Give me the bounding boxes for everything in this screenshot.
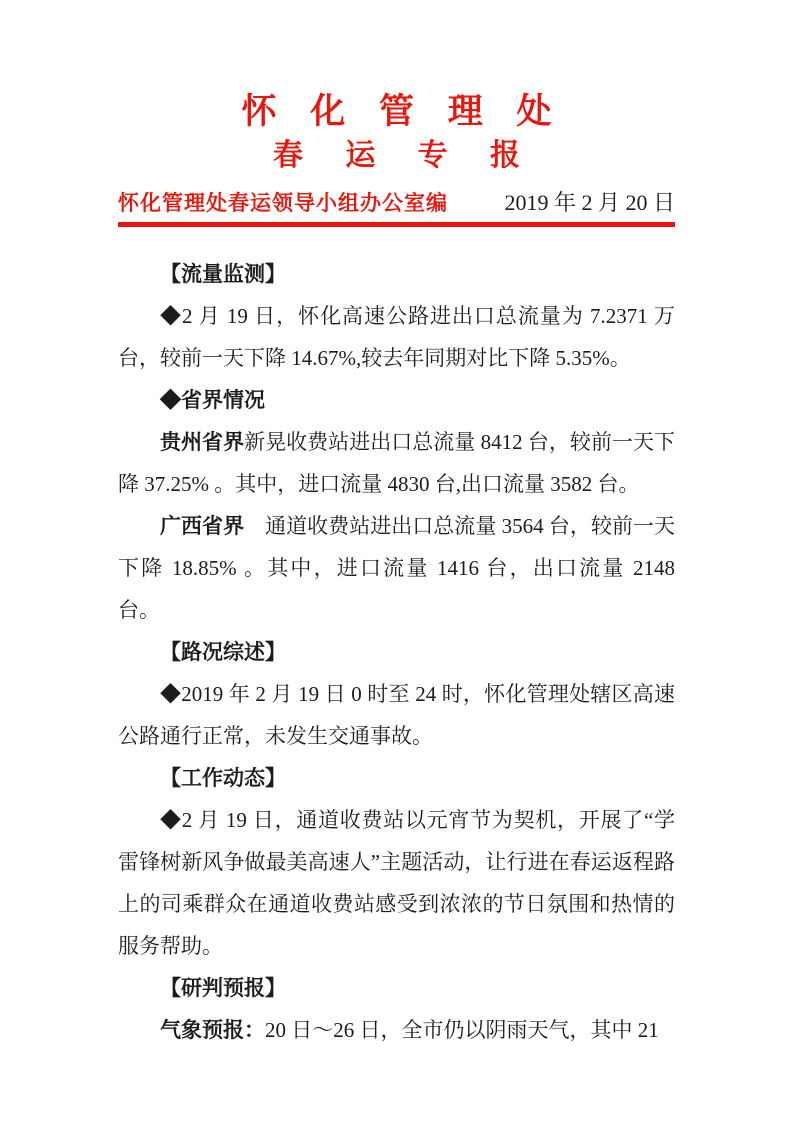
section-forecast	[118, 967, 675, 1051]
section-provincial-borders	[118, 379, 675, 631]
paragraph-lead: 气象预报：	[160, 1018, 265, 1042]
editor-credit: 怀化管理处春运领导小组办公室编	[118, 191, 448, 215]
section-traffic-monitoring	[118, 253, 675, 379]
meta-row	[118, 190, 675, 216]
document-body	[118, 253, 675, 1051]
section-heading: 【流量监测】	[160, 262, 286, 286]
document-header	[118, 92, 675, 227]
paragraph-text: ◆2 月 19 日，通道收费站以元宵节为契机，开展了“学雷锋树新风争做最美高速人”主题活动，让行进在春运返程路上的司乘群众在通道收费站感受到浓浓的节日氛围和热情的服务帮助。	[118, 808, 675, 958]
paragraph-text: ◆2019 年 2 月 19 日 0 时至 24 时，怀化管理处辖区高速公路通行正常，未发生交通事故。	[118, 682, 675, 748]
section-heading: 【路况综述】	[160, 640, 286, 664]
document-title: 怀 化 管 理 处	[241, 92, 564, 131]
section-work-updates	[118, 757, 675, 967]
paragraph	[118, 295, 675, 379]
paragraph	[118, 799, 675, 967]
paragraph-text: ◆2 月 19 日，怀化高速公路进出口总流量为 7.2371 万台，较前一天下降 14.67%,较去年同期对比下降 5.35%。	[118, 304, 675, 370]
paragraph	[118, 421, 675, 505]
paragraph-text: 通道收费站进出口总流量 3564 台，较前一天下降 18.85% 。其中，进口流量 1416 台，出口流量 2148 台。	[118, 514, 676, 622]
header-divider	[118, 222, 675, 227]
paragraph-text: 20 日～26 日，全市仍以阴雨天气，其中 21	[265, 1018, 659, 1042]
issue-date: 2019 年 2 月 20 日	[504, 190, 675, 215]
section-heading: 【工作动态】	[160, 766, 286, 790]
paragraph	[118, 505, 675, 631]
paragraph-text: 新晃收费站进出口总流量 8412 台，较前一天下降 37.25% 。其中，进口流量 4830 台,出口流量 3582 台。	[118, 430, 676, 496]
paragraph-lead: 广西省界	[160, 514, 245, 538]
section-road-conditions	[118, 631, 675, 757]
document-subtitle: 春 运 专 报	[272, 139, 537, 172]
paragraph	[118, 673, 675, 757]
paragraph	[118, 1009, 675, 1051]
paragraph-lead: 贵州省界	[160, 430, 245, 454]
section-heading: ◆省界情况	[160, 388, 265, 412]
section-heading: 【研判预报】	[160, 976, 286, 1000]
